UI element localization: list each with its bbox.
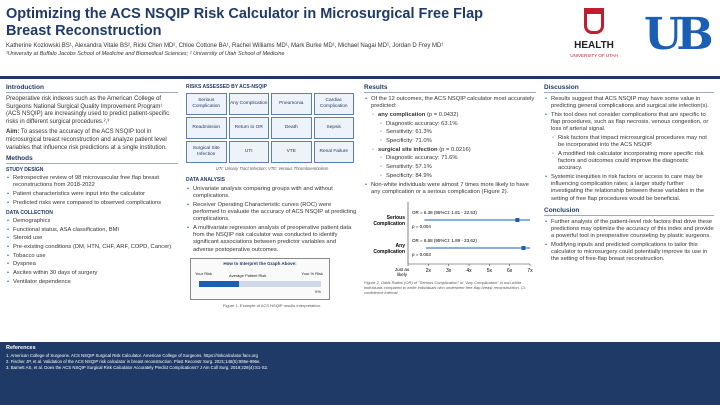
risk-cell: Serious Complication bbox=[186, 93, 227, 115]
list-item: • Demographics bbox=[6, 218, 178, 225]
risk-cell: Return to OR bbox=[229, 117, 270, 139]
list-item: ◦ Specificity: 84.9% bbox=[372, 173, 536, 180]
study-design-list bbox=[6, 175, 178, 207]
x-tick-label: 4x bbox=[466, 267, 472, 274]
conclusion-heading: Conclusion bbox=[544, 207, 714, 216]
list-item: • Results suggest that ACS NSQIP may have some value in predicting general complications and surgical site infection(s). bbox=[544, 96, 714, 110]
risks-heading: RISKS ASSESSED BY ACS-NSQIP bbox=[186, 84, 267, 90]
interpretation-example-figure bbox=[190, 258, 330, 300]
risk-cell: Any Complication bbox=[229, 93, 270, 115]
list-item: • Modifying inputs and predicted complications to tailor this calculator to microsurgery could potentially improve its use in the setting of free-flap breast reconstruction. bbox=[544, 242, 714, 264]
example-title: How to Interpret the Graph Above: bbox=[223, 260, 297, 266]
aim-paragraph bbox=[6, 129, 178, 152]
risk-cell: Readmission bbox=[186, 117, 227, 139]
references-panel bbox=[0, 342, 720, 405]
discussion-list-2 bbox=[544, 174, 714, 203]
author-list: Katherine Kozlowski BS¹, Alexandra Vitale BS², Ricki Chen MD², Chloe Cottone BA¹, Rachel Williams MD¹, Mark Burke MD¹, Michael Nagai MD¹, Jordan D Frey MD¹ bbox=[6, 43, 444, 49]
forest-plot-svg bbox=[364, 198, 536, 280]
results-list bbox=[364, 96, 536, 110]
any-complication-label: any complication bbox=[378, 111, 426, 118]
any-complication-p: (p = 0.0432) bbox=[425, 111, 459, 118]
data-collection-list bbox=[6, 218, 178, 286]
study-design-heading: STUDY DESIGN bbox=[6, 167, 44, 174]
example-pct-value: X% bbox=[314, 288, 321, 294]
reference-item: 3. Barnett AS, et al. Does the ACS NSQIP Surgical Risk Calculator Accurately Predict Complications? J Am Coll Surg. 2019;228(4):S1-S2. bbox=[6, 365, 269, 370]
logo-university-text: UNIVERSITY OF UTAH bbox=[570, 53, 618, 58]
series-label: Complication bbox=[373, 220, 405, 227]
column-results bbox=[364, 84, 536, 295]
list-item: • Systemic inequities in risk factors or access to care may be influencing complication rates; a larger study further investigating the relationship between these variables in the setting of free flap procedures would be beneficial. bbox=[544, 174, 714, 203]
x-tick-label: 5x bbox=[486, 267, 492, 274]
list-item: • Steroid use bbox=[6, 235, 178, 242]
aim-text: To assess the accuracy of the ACS NSQIP tool in microsurgical breast reconstruction and analyze patient level variables that influence risk predictions at a single institution. bbox=[6, 129, 167, 151]
risk-cell: Death bbox=[271, 117, 312, 139]
column-risks-analysis bbox=[186, 84, 358, 308]
methods-heading: Methods bbox=[6, 155, 178, 164]
p-value-label: p = 0.003 bbox=[412, 251, 431, 257]
example-average-label: Average Patient Risk bbox=[229, 272, 267, 278]
data-collection-heading: DATA COLLECTION bbox=[6, 209, 53, 216]
risk-cell: Surgical Site Infection bbox=[186, 141, 227, 163]
list-item: ◦ Diagnostic accuracy: 63.1% bbox=[372, 121, 536, 128]
x-tick-label: 7x bbox=[527, 267, 533, 274]
list-item: • Patient characteristics were input into the calculator bbox=[6, 191, 178, 198]
ssi-list bbox=[364, 147, 536, 154]
any-complication-stats bbox=[372, 121, 536, 146]
list-item: ◦ Sensitivity: 57.1% bbox=[372, 164, 536, 171]
series-label: Complication bbox=[373, 248, 405, 255]
u-block-icon bbox=[584, 8, 604, 34]
or-point bbox=[515, 218, 519, 222]
risk-cell: Renal Failure bbox=[314, 141, 355, 163]
introduction-heading: Introduction bbox=[6, 84, 178, 93]
data-analysis-heading: DATA ANALYSIS bbox=[186, 177, 225, 183]
column-discussion bbox=[544, 84, 714, 265]
header-divider bbox=[0, 76, 720, 79]
affiliations: ¹University at Buffalo Jacobs School of Medicine and Biomedical Sciences; ² University of Utah School of Medicine bbox=[6, 51, 285, 57]
list-item: • Pre-existing conditions (DM, HTN, CHF, ARF, COPD, Cancer) bbox=[6, 244, 178, 251]
aim-label: Aim: bbox=[6, 129, 20, 136]
x-tick-label: Just as bbox=[394, 266, 410, 272]
list-item: • A multivariate regression analysis of preoperative patient data from the NSQIP risk calculator was conducted to identify significant associations between predictor variables and adverse postoperative outcomes. bbox=[186, 225, 358, 254]
example-your-pct-label: Your % Risk bbox=[301, 270, 323, 276]
results-intro: • Of the 12 outcomes, the ACS NSQIP calculator most accurately predicted: bbox=[364, 96, 536, 110]
or-label: OR = 6.38 (95%CI: 1.81 - 22.53) bbox=[412, 209, 477, 215]
discussion-list bbox=[544, 96, 714, 134]
list-item: • Ventilator dependence bbox=[6, 279, 178, 286]
series-label: Serious bbox=[386, 214, 405, 221]
references-heading: References bbox=[6, 345, 36, 351]
reference-item: 1. American College of Surgeons. ACS NSQIP Surgical Risk Calculator. American College of Surgeons. https://riskcalculator.facs.org bbox=[6, 353, 258, 358]
university-at-buffalo-logo: UB bbox=[644, 9, 708, 60]
risk-cell: UTI bbox=[229, 141, 270, 163]
nonwhite-list bbox=[364, 182, 536, 196]
or-label: OR = 6.68 (95%CI: 1.89 - 23.62) bbox=[412, 237, 477, 243]
results-outcomes-list bbox=[364, 112, 536, 119]
university-of-utah-health-logo bbox=[568, 6, 620, 70]
ssi-label: surgical site infection bbox=[378, 146, 438, 153]
figure2-caption: Figure 2. Odds Ratios (OR) of "Serious Complication" or "Any Complication" in non-white individuals compared to white individuals who underwent free-flap breast reconstruction. CI: confidence interval. bbox=[364, 279, 527, 295]
any-complication-item bbox=[364, 112, 536, 119]
list-item: ◦ Diagnostic accuracy: 71.6% bbox=[372, 155, 536, 162]
discussion-heading: Discussion bbox=[544, 84, 714, 93]
list-item: • Tobacco use bbox=[6, 253, 178, 260]
p-value-label: p = 0.004 bbox=[412, 223, 431, 229]
intro-paragraph: Preoperative risk indexes such as the American College of Surgeons National Surgical Quality Improvement Program¹ (ACS NSQIP) are increasingly used to predict patient-specific risks in different surgical procedures.²,³ bbox=[6, 96, 170, 125]
list-item: • Functional status, ASA classification, BMI bbox=[6, 227, 178, 234]
list-item: • Further analysis of the patient-level risk factors that drive these predictions may optimize the accuracy of this index and provide a powerful tool in preoperative counseling by plastic surgeons. bbox=[544, 219, 714, 241]
list-item: • Receiver Operating Characteristic curves (ROC) were performed to evaluate the accuracy of ACS NSQIP at predicting complications. bbox=[186, 202, 358, 224]
x-tick-label: 6x bbox=[507, 267, 513, 274]
conclusion-list bbox=[544, 219, 714, 264]
list-item: ◦ Risk factors that impact microsurgical procedures may not be incorporated into the ACS NSQIP. bbox=[544, 135, 714, 149]
x-tick-label: likely bbox=[396, 271, 408, 277]
logo-health-text: HEALTH bbox=[574, 40, 614, 51]
x-tick-label: 2x bbox=[425, 267, 431, 274]
list-item: • Retrospective review of 98 microvascular free flap breast reconstructions from 2018-2022 bbox=[6, 175, 178, 189]
ssi-item bbox=[364, 147, 536, 154]
figure1-caption: Figure 1. Example of ACS NSQIP results interpretation. bbox=[223, 302, 321, 308]
series-label: Any bbox=[395, 242, 405, 249]
ssi-stats bbox=[372, 155, 536, 180]
list-item: ◦ Sensitivity: 61.3% bbox=[372, 129, 536, 136]
list-item: • Univariate analysis comparing groups with and without complications. bbox=[186, 186, 358, 200]
discussion-sub-list bbox=[544, 135, 714, 173]
risks-abbrev-note: UTI: Urinary Tract Infection; VTE: Venous Thromboembolism bbox=[215, 166, 329, 171]
or-point bbox=[521, 246, 525, 250]
list-item: • This tool does not consider complications that are specific to flap procedures, such as flap necrosis, venous congestion, or loss of arterial signal. bbox=[544, 112, 714, 134]
example-risk-bar-fill bbox=[199, 281, 239, 287]
reference-item: 2. Fischer JP, et al. Validation of the ACS NSQIP risk calculator in breast reconstruction. Plast Reconstr Surg. 2021;148(5):985e-996e. bbox=[6, 359, 261, 364]
risk-cell: Sepsis bbox=[314, 117, 355, 139]
column-intro-methods bbox=[6, 84, 178, 288]
nonwhite-finding: • Non-white individuals were almost 7 times more likely to have any complication or a serious complication (Figure 2). bbox=[364, 182, 536, 196]
poster-header bbox=[0, 0, 720, 80]
list-item: • Dyspnea bbox=[6, 261, 178, 268]
data-analysis-list bbox=[186, 186, 358, 254]
list-item: • Predicted risks were compared to observed complications bbox=[6, 200, 178, 207]
odds-ratio-forest-plot bbox=[364, 198, 536, 280]
results-heading: Results bbox=[364, 84, 536, 93]
risk-cell: Pneumonia bbox=[271, 93, 312, 115]
example-your-risk-label: Your Risk bbox=[195, 270, 212, 276]
x-tick-label: 3x bbox=[446, 267, 452, 274]
risk-cell: VTE bbox=[271, 141, 312, 163]
risk-cell: Cardiac Complication bbox=[314, 93, 355, 115]
poster-title: Optimizing the ACS NSQIP Risk Calculator in Microsurgical Free Flap Breast Reconstruction bbox=[6, 6, 483, 39]
list-item: ◦ Specificity: 71.0% bbox=[372, 138, 536, 145]
list-item: • Ascites within 30 days of surgery bbox=[6, 270, 178, 277]
ssi-p: (p = 0.0216) bbox=[437, 146, 471, 153]
risks-grid bbox=[186, 93, 354, 163]
list-item: ◦ A modified risk calculator incorporating more specific risk factors and outcomes could improve the diagnostic accuracy. bbox=[544, 151, 714, 173]
